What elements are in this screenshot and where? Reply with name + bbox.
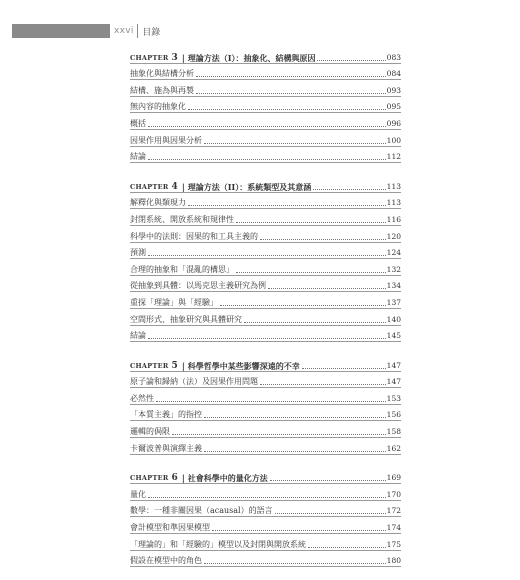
chapter-number: 6 — [171, 473, 178, 484]
dot-leader — [204, 143, 386, 144]
toc-entry[interactable] — [130, 147, 401, 163]
dot-leader — [196, 76, 386, 77]
chapter-divider: | — [181, 52, 185, 63]
entry-page-number: 084 — [386, 69, 401, 79]
entry-title: 概括 — [130, 118, 146, 128]
dot-leader — [302, 368, 386, 369]
entry-title: 結論 — [130, 331, 146, 341]
divider-line — [130, 566, 401, 567]
dot-leader — [148, 338, 386, 339]
entry-page-number: 096 — [386, 118, 401, 128]
chapter-heading[interactable] — [130, 468, 401, 484]
toc-entry[interactable] — [130, 226, 401, 242]
toc-entry[interactable] — [130, 438, 401, 454]
chapter-title: 科學哲學中某些影響深遠的不幸 — [187, 360, 300, 371]
entry-page-number: 153 — [386, 393, 401, 403]
entry-page-number: 147 — [386, 377, 401, 387]
toc-entry[interactable] — [130, 405, 401, 421]
dot-leader — [148, 126, 386, 127]
toc-entry[interactable] — [130, 130, 401, 146]
entry-title: 無內容的抽象化 — [130, 102, 186, 112]
entry-title: 因果作用與因果分析 — [130, 135, 202, 145]
chapter-page-number: 113 — [386, 181, 401, 191]
entry-title: 重探「理論」與「經驗」 — [130, 297, 218, 307]
toc-entry[interactable] — [130, 484, 401, 500]
chapter-heading[interactable] — [130, 176, 401, 192]
toc-entry[interactable] — [130, 326, 401, 342]
dot-leader — [317, 60, 385, 61]
dot-leader — [236, 222, 386, 223]
entry-title: 卡爾波普與演繹主義 — [130, 443, 202, 453]
toc-entry[interactable] — [130, 372, 401, 388]
toc-entry[interactable] — [130, 209, 401, 225]
dot-leader — [148, 255, 386, 256]
toc-entry[interactable] — [130, 388, 401, 404]
entry-page-number: 145 — [386, 331, 401, 341]
entry-page-number: 172 — [386, 506, 401, 516]
entry-page-number: 132 — [386, 264, 401, 274]
chapter-page-number: 169 — [386, 473, 401, 483]
dot-leader — [188, 109, 386, 110]
dot-leader — [270, 480, 386, 481]
dot-leader — [313, 189, 385, 190]
toc-entry[interactable] — [130, 292, 401, 308]
entry-page-number: 137 — [386, 297, 401, 307]
entry-title: 合理的抽象和「混亂的構思」 — [130, 264, 234, 274]
dot-leader — [148, 159, 386, 160]
toc-entry[interactable] — [130, 113, 401, 129]
chapter-divider: | — [181, 181, 185, 192]
entry-title: 必然性 — [130, 393, 154, 403]
chapter-heading[interactable] — [130, 355, 401, 371]
entry-page-number: 140 — [386, 314, 401, 324]
header-title: 目錄 — [142, 27, 161, 38]
toc-entry[interactable] — [130, 421, 401, 437]
dot-leader — [308, 547, 386, 548]
dot-leader — [260, 384, 386, 385]
entry-page-number: 180 — [386, 556, 401, 566]
entry-title: 結構、施為與再製 — [130, 85, 194, 95]
toc-entry[interactable] — [130, 309, 401, 325]
chapter-label: CHAPTER — [130, 474, 169, 483]
toc-entry[interactable] — [130, 501, 401, 517]
entry-title: 抽象化與結構分析 — [130, 69, 194, 79]
entry-page-number: 134 — [386, 281, 401, 291]
entry-page-number: 174 — [386, 523, 401, 533]
entry-page-number: 120 — [386, 231, 401, 241]
toc-entry[interactable] — [130, 97, 401, 113]
entry-title: 封閉系統、開放系統和規律性 — [130, 214, 234, 224]
header-page-number: xxvi — [114, 26, 134, 36]
dot-leader — [156, 401, 386, 402]
chapter-divider: | — [181, 360, 185, 371]
entry-page-number: 093 — [386, 85, 401, 95]
entry-title: 量化 — [130, 489, 146, 499]
dot-leader — [204, 417, 386, 418]
entry-title: 原子論和歸納（法）及因果作用問題 — [130, 377, 258, 387]
chapter-title: 社會科學中的量化方法 — [187, 473, 268, 484]
chapter-block — [130, 355, 401, 455]
divider-line — [130, 454, 401, 455]
header-separator — [137, 24, 139, 38]
chapter-number: 5 — [171, 360, 178, 371]
divider-line — [130, 341, 401, 342]
chapter-block — [130, 176, 401, 342]
dot-leader — [275, 513, 386, 514]
toc-entry[interactable] — [130, 551, 401, 567]
chapter-page-number: 147 — [386, 360, 401, 370]
entry-page-number: 162 — [386, 443, 401, 453]
entry-page-number: 158 — [386, 427, 401, 437]
entry-page-number: 112 — [386, 152, 401, 162]
entry-title: 預測 — [130, 248, 146, 258]
dot-leader — [204, 563, 386, 564]
dot-leader — [244, 322, 386, 323]
toc-entry[interactable] — [130, 243, 401, 259]
entry-title: 邏輯的侷限 — [130, 427, 170, 437]
toc-entry[interactable] — [130, 259, 401, 275]
header-bar — [12, 24, 110, 38]
toc-entry[interactable] — [130, 193, 401, 209]
dot-leader — [220, 305, 386, 306]
chapter-number: 3 — [171, 52, 178, 63]
entry-page-number: 124 — [386, 248, 401, 258]
chapter-block — [130, 47, 401, 163]
entry-page-number: 175 — [386, 539, 401, 549]
entry-title: 結論 — [130, 152, 146, 162]
chapter-label: CHAPTER — [130, 53, 169, 62]
chapter-number: 4 — [171, 181, 178, 192]
entry-title: 「本質主義」的指控 — [130, 410, 202, 420]
chapter-heading[interactable] — [130, 47, 401, 63]
dot-leader — [260, 239, 386, 240]
entry-title: 從抽象到具體：以馬克思主義研究為例 — [130, 281, 266, 291]
chapter-title: 理論方法（II）：系統類型及其意涵 — [187, 181, 312, 192]
chapter-page-number: 083 — [386, 52, 401, 62]
entry-page-number: 156 — [386, 410, 401, 420]
chapter-block — [130, 468, 401, 568]
toc-entry[interactable] — [130, 517, 401, 533]
chapter-divider: | — [181, 473, 185, 484]
dot-leader — [148, 497, 386, 498]
entry-page-number: 095 — [386, 102, 401, 112]
toc-entry[interactable] — [130, 64, 401, 80]
entry-page-number: 113 — [386, 198, 401, 208]
entry-title: 假設在模型中的角色 — [130, 556, 202, 566]
toc-entry[interactable] — [130, 276, 401, 292]
table-of-contents — [130, 47, 401, 580]
entry-title: 空間形式、抽象研究與具體研究 — [130, 314, 242, 324]
chapter-label: CHAPTER — [130, 182, 169, 191]
entry-title: 「理論的」和「經驗的」模型以及封閉與開放系統 — [130, 539, 306, 549]
entry-page-number: 116 — [386, 214, 401, 224]
dot-leader — [236, 272, 386, 273]
entry-page-number: 170 — [386, 489, 401, 499]
toc-entry[interactable] — [130, 80, 401, 96]
chapter-title: 理論方法（I）：抽象化、結構與原因 — [187, 52, 316, 63]
dot-leader — [196, 93, 386, 94]
dot-leader — [188, 205, 386, 206]
toc-entry[interactable] — [130, 534, 401, 550]
chapter-label: CHAPTER — [130, 361, 169, 370]
dot-leader — [204, 451, 386, 452]
page-header — [0, 24, 160, 38]
dot-leader — [212, 530, 386, 531]
entry-title: 科學中的法則：因果的和工具主義的 — [130, 231, 258, 241]
entry-page-number: 100 — [386, 135, 401, 145]
entry-title: 會計模型和準因果模型 — [130, 523, 210, 533]
entry-title: 數學：一種非關因果（acausal）的語言 — [130, 506, 273, 516]
divider-line — [130, 162, 401, 163]
dot-leader — [172, 434, 386, 435]
dot-leader — [268, 288, 386, 289]
entry-title: 解釋化與類現力 — [130, 198, 186, 208]
